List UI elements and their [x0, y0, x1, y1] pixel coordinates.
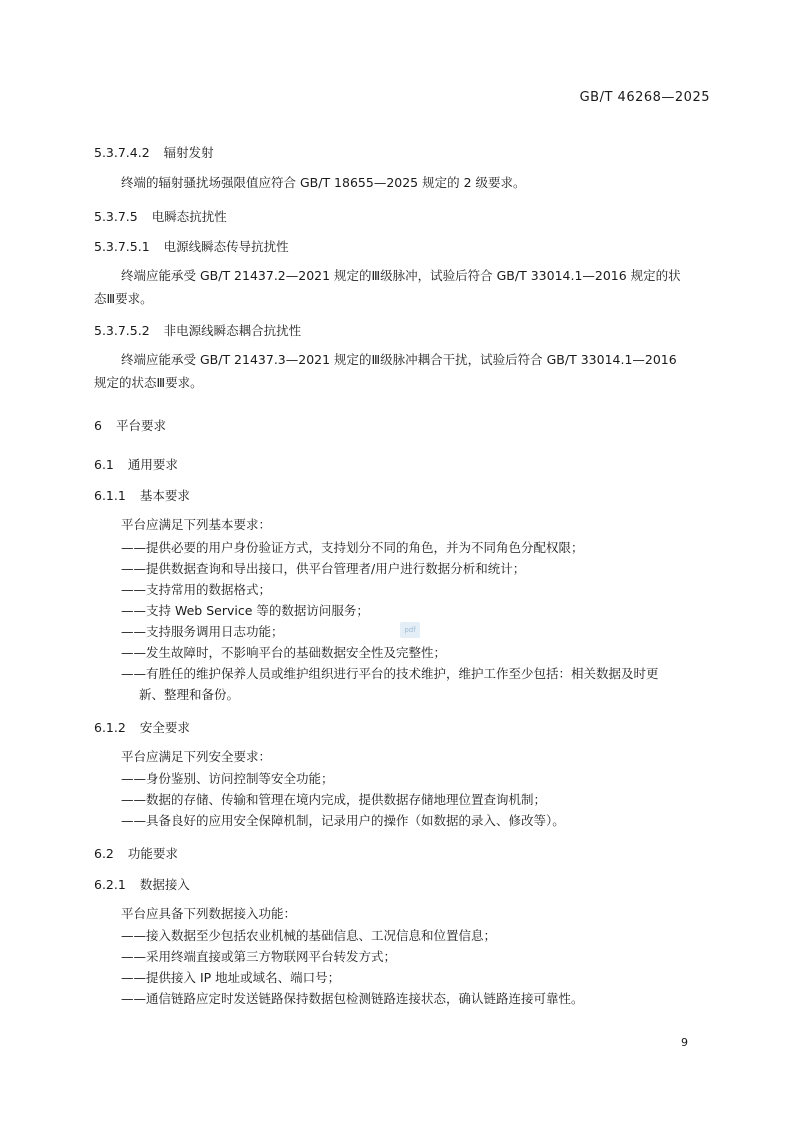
clause-title: 功能要求 — [127, 846, 178, 861]
clause-heading — [94, 718, 190, 736]
clause-title: 基本要求 — [139, 488, 190, 503]
list-item: ——提供必要的用户身份验证方式，支持划分不同的角色，并为不同角色分配权限； — [121, 540, 584, 555]
clause-number: 6.1.2 — [94, 720, 126, 735]
clause-number: 6 — [94, 418, 102, 433]
clause-title: 电瞬态抗扰性 — [151, 209, 227, 224]
clause-title: 非电源线瞬态耦合抗扰性 — [163, 323, 302, 338]
pdf-watermark-logo: pdf — [400, 622, 420, 638]
clause-heading — [94, 875, 190, 893]
paragraph-line: 态Ⅲ要求。 — [94, 291, 153, 306]
paragraph-line: 规定的状态Ⅲ要求。 — [94, 375, 203, 390]
paragraph: 终端的辐射骚扰场强限值应符合 GB/T 18655—2025 规定的 2 级要求。 — [121, 175, 526, 190]
chapter-heading — [94, 416, 166, 434]
clause-number: 6.1 — [94, 457, 114, 472]
clause-heading — [94, 844, 178, 862]
clause-heading — [94, 486, 190, 504]
paragraph: 平台应满足下列安全要求： — [121, 749, 272, 764]
clause-title: 平台要求 — [115, 418, 166, 433]
list-item: ——数据的存储、传输和管理在境内完成，提供数据存储地理位置查询机制； — [121, 792, 547, 807]
clause-title: 辐射发射 — [163, 145, 214, 160]
clause-heading — [94, 455, 178, 473]
clause-number: 5.3.7.5.1 — [94, 239, 150, 254]
list-item: ——接入数据至少包括农业机械的基础信息、工况信息和位置信息； — [121, 928, 497, 943]
clause-heading — [94, 143, 214, 161]
list-item: ——采用终端直接或第三方物联网平台转发方式； — [121, 949, 397, 964]
clause-number: 5.3.7.5.2 — [94, 323, 150, 338]
clause-title: 电源线瞬态传导抗扰性 — [163, 239, 289, 254]
list-item-continuation: 新、整理和备份。 — [139, 687, 240, 702]
paragraph: 平台应具备下列数据接入功能： — [121, 906, 297, 921]
paragraph: 平台应满足下列基本要求： — [121, 517, 272, 532]
list-item: ——身份鉴别、访问控制等安全功能； — [121, 771, 334, 786]
clause-number: 5.3.7.4.2 — [94, 145, 150, 160]
list-item: ——提供数据查询和导出接口，供平台管理者/用户进行数据分析和统计； — [121, 561, 526, 576]
clause-number: 6.1.1 — [94, 488, 126, 503]
page-number: 9 — [681, 1036, 688, 1049]
clause-number: 6.2 — [94, 846, 114, 861]
list-item: ——支持 Web Service 等的数据访问服务； — [121, 603, 369, 618]
list-item: ——具备良好的应用安全保障机制，记录用户的操作（如数据的录入、修改等）。 — [121, 813, 565, 828]
clause-heading — [94, 207, 227, 225]
list-item: ——提供接入 IP 地址或域名、端口号； — [121, 970, 341, 985]
list-item: ——支持常用的数据格式； — [121, 582, 272, 597]
list-item: ——通信链路应定时发送链路保持数据包检测链路连接状态，确认链路连接可靠性。 — [121, 991, 584, 1006]
paragraph-line: 终端应能承受 GB/T 21437.3—2021 规定的Ⅲ级脉冲耦合干扰，试验后符合 GB/T 33014.1—2016 — [121, 352, 677, 367]
clause-title: 通用要求 — [127, 457, 178, 472]
list-item: ——支持服务调用日志功能； — [121, 624, 284, 639]
clause-number: 6.2.1 — [94, 877, 126, 892]
list-item: ——有胜任的维护保养人员或维护组织进行平台的技术维护，维护工作至少包括：相关数据及时更 — [121, 666, 659, 681]
document-code-header: GB/T 46268—2025 — [579, 90, 710, 105]
clause-title: 数据接入 — [139, 877, 190, 892]
list-item: ——发生故障时，不影响平台的基础数据安全性及完整性； — [121, 645, 447, 660]
paragraph-line: 终端应能承受 GB/T 21437.2—2021 规定的Ⅲ级脉冲，试验后符合 GB/T 33014.1—2016 规定的状 — [121, 268, 681, 283]
clause-number: 5.3.7.5 — [94, 209, 138, 224]
clause-title: 安全要求 — [139, 720, 190, 735]
clause-heading — [94, 237, 289, 255]
clause-heading — [94, 321, 301, 339]
